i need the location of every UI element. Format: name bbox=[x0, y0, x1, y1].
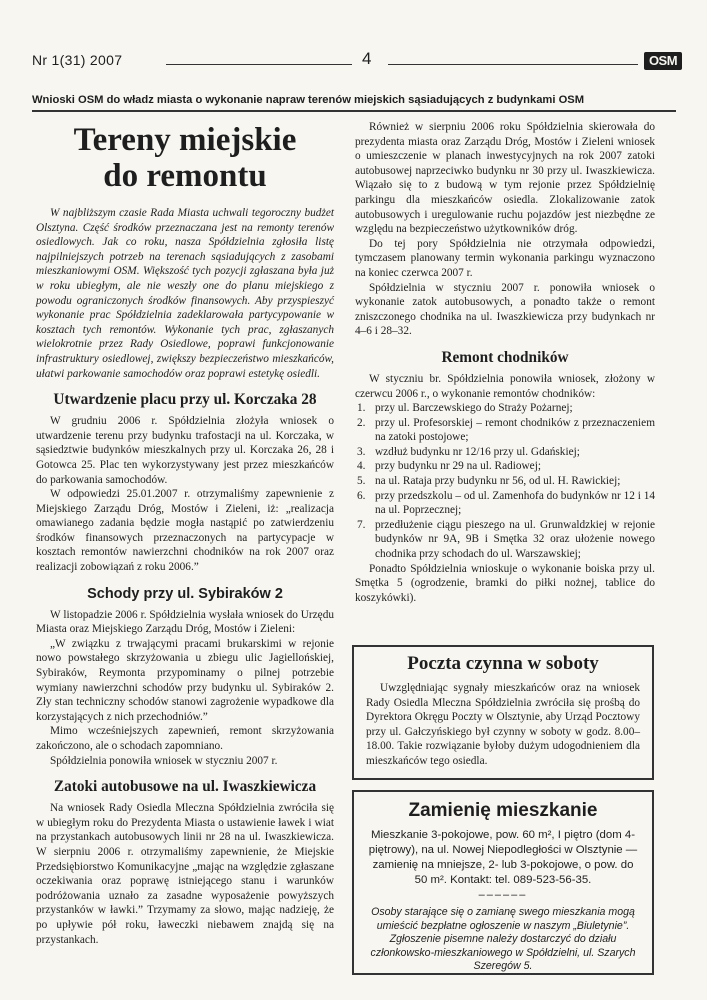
section-sybirakow-title: Schody przy ul. Sybiraków 2 bbox=[87, 585, 283, 602]
post-office-title: Poczta czynna w soboty bbox=[407, 653, 599, 674]
apartment-exchange-title: Zamienię mieszkanie bbox=[408, 800, 598, 821]
list-item-number: 4. bbox=[357, 460, 366, 473]
list-item-number: 5. bbox=[357, 475, 366, 488]
article-kicker: Wnioski OSM do władz miasta o wykonanie napraw terenów miejskich sąsiadujących z budynkami OSM bbox=[32, 94, 585, 106]
section-chodniki-outro: Ponadto Spółdzielnia wnioskuje o wykonanie boiska przy ul. Smętka 5 (ogrodzenie, bramki do piłki nożnej, tablice do koszykówki). bbox=[355, 562, 655, 604]
section-korczaka-paragraph: W grudniu 2006 r. Spółdzielnia złożyła wniosek o utwardzenie terenu przy budynku trafostacji na ul. Korczaka, w sąsiedztwie budynków mieszkalnych przy ul. Korczaka 26, 28 i Gotowca 25. Plac ten wykorzystywany jest przez mieszkańców do parkowania samochodów. bbox=[36, 415, 334, 486]
list-item bbox=[355, 489, 655, 518]
list-item bbox=[355, 416, 655, 445]
list-item-number: 2. bbox=[357, 416, 366, 429]
right-intro-paragraph: Do tej pory Spółdzielnia nie otrzymała odpowiedzi, tymczasem planowany termin wykonania parkingu wyznaczono na koniec czerwca 2007 r. bbox=[355, 237, 655, 279]
list-item-text: wzdłuż budynku nr 12/16 przy ul. Gdańskiej; bbox=[375, 445, 580, 458]
post-office-text: Uwzględniając sygnały mieszkańców oraz na wniosek Rady Osiedla Mleczna Spółdzielnia zwróciła się prośbą do Dyrektora Okręgu Poczty w Olsztynie, aby Urząd Pocztowy przy ul. Gałczyńskiego był czynny w soboty w godz. 8.00–18.00. Takie rozwiązanie byłoby dużym udogodnieniem dla mieszkańców tego osiedla. bbox=[366, 682, 640, 767]
list-item-number: 1. bbox=[357, 402, 366, 415]
section-korczaka-title: Utwardzenie placu przy ul. Korczaka 28 bbox=[53, 391, 317, 409]
page-header bbox=[32, 50, 680, 72]
right-column bbox=[355, 120, 655, 605]
list-item-number: 7. bbox=[357, 518, 366, 531]
list-item-number: 3. bbox=[357, 445, 366, 458]
section-sybirakow-paragraph: W listopadzie 2006 r. Spółdzielnia wysłała wniosek do Urzędu Miasta oraz Miejskiego Zarządu Dróg, Mostów i Zieleni: bbox=[36, 608, 334, 636]
header-rule-right bbox=[388, 64, 638, 65]
article-lead: W najbliższym czasie Rada Miasta uchwali tegoroczny budżet Olsztyna. Część środków przeznaczana jest na remonty terenów osiedlowych. Jak co roku, nasza Spółdzielnia zgłosiła listę najpilniejszych potrzeb na terenach sąsiadujących z zasobami mieszkaniowymi OSM. Większość tych pozycji zgłaszana była już w roku ubiegłym, ale nie weszły one do planu miejskiego z powodu ograniczonych środków finansowych. Aby przyspieszyć wykonanie prac Spółdzielnia zadeklarowała partycypowanie w kosztach tych remontów. Wykonanie tych prac, zgłaszanych wielokrotnie przez Rady Osiedlowe, poprawi funkcjonowanie infrastruktury osiedlowej, zwiększy bezpieczeństwo mieszkańców, ułatwi parkowanie samochodów oraz poprawi estetykę osiedli. bbox=[36, 207, 334, 380]
list-item bbox=[355, 401, 655, 416]
osm-logo: OSM bbox=[644, 52, 682, 70]
list-item bbox=[355, 518, 655, 562]
left-column bbox=[30, 120, 340, 947]
post-office-box bbox=[352, 645, 654, 780]
sidewalk-repair-list bbox=[355, 401, 655, 562]
section-korczaka-paragraph: W odpowiedzi 25.01.2007 r. otrzymaliśmy zapewnienie z Miejskiego Zarządu Dróg, Mostów i Zieleni, iż: „realizacja omawianego zadania będzie mogła nastąpić po zatwierdzeniu środków finansowych przeznaczonych na partycypacje w kosztach remontów nawierzchni chodników na rok 2007 oraz realizacji zobowiązań z roku 2006.” bbox=[36, 488, 334, 574]
article-title bbox=[30, 122, 340, 194]
list-item-number: 6. bbox=[357, 489, 366, 502]
list-item bbox=[355, 459, 655, 474]
section-chodniki-title: Remont chodników bbox=[441, 348, 569, 366]
list-item-text: przy budynku nr 29 na ul. Radiowej; bbox=[375, 460, 541, 473]
section-sybirakow-paragraph: Mimo wcześniejszych zapewnień, remont skrzyżowania zakończono, ale o schodach zapomniano. bbox=[36, 725, 334, 752]
list-item bbox=[355, 474, 655, 489]
apartment-exchange-ad: Mieszkanie 3-pokojowe, pow. 60 m², I piętro (dom 4-piętrowy), na ul. Nowej Niepodległości w Olsztynie — zamienię na mniejsze, 2- lub 3-pokojowe, o pow. do 50 m². Kontakt: tel. 089-523-56-35. bbox=[368, 829, 638, 886]
section-zatoki-paragraph: Na wniosek Rady Osiedla Mleczna Spółdzielnia zwróciła się w ubiegłym roku do Prezydenta Miasta o ustawienie ławek i wiat na przystankach autobusowych linii nr 28 na ul. Iwaszkiewicza. W sierpniu 2006 r. otrzymaliśmy zapewnienie, że Miejskie Przedsiębiorstwo Komunikacyjne „mając na względzie zgłaszane oczekiwania oraz poprawę istniejącego stanu i warunków podróżowania uznało za zasadne wyposażenie powyższych przystanków w ławki.” Trzymamy za słowo, mając nadzieję, że po upływie pół roku, ławeczki niebawem znajdą się na przystankach. bbox=[36, 802, 334, 946]
article-title-line1: Tereny miejskie bbox=[73, 122, 297, 158]
right-intro-paragraph: Spółdzielnia w styczniu 2007 r. ponowiła wniosek o wykonanie zatok autobusowych, a ponadto także o remont zniszczonego chodnika na ul. Iwaszkiewicza przy budynkach nr 4–6 i 28–32. bbox=[355, 281, 655, 338]
kicker-divider bbox=[32, 110, 676, 112]
list-item-text: przy ul. Barczewskiego do Straży Pożarnej; bbox=[375, 402, 573, 415]
ad-separator: –––––– bbox=[478, 889, 528, 901]
apartment-exchange-box bbox=[352, 790, 654, 975]
header-rule-left bbox=[166, 64, 352, 65]
issue-number: Nr 1(31) 2007 bbox=[32, 52, 123, 68]
list-item-text: przedłużenie ciągu pieszego na ul. Grunwaldzkiej w rejonie budynków nr 9A, 9B i Smętka 32 oraz ułożenie nowego chodnika przy schodach do ul. Warszawskiej; bbox=[375, 518, 655, 561]
section-zatoki-title: Zatoki autobusowe na ul. Iwaszkiewicza bbox=[53, 778, 317, 796]
list-item-text: na ul. Rataja przy budynku nr 56, od ul. H. Rawickiej; bbox=[375, 475, 621, 488]
apartment-exchange-note: Osoby starające się o zamianę swego mieszkania mogą umieścić bezpłatne ogłoszenie w naszym „Biuletynie”. Zgłoszenie pisemne należy dostarczyć do działu członkowsko-mieszkaniowego w Spółdzielni, ul. Szarych Szeregów 5. bbox=[370, 906, 636, 973]
list-item bbox=[355, 445, 655, 460]
page-number: 4 bbox=[362, 49, 372, 68]
article-title-line2: do remontu bbox=[103, 158, 267, 194]
section-sybirakow-paragraph: „W związku z trwającymi pracami brukarskimi w rejonie nowo powstałego skrzyżowania u zbiegu ulic Jagiellońskiej, Sybiraków, Reymonta przypominamy o pilnej potrzebie wymiany nawierzchni schodów przy budynku ul. Sybiraków 2. Zły stan techniczny schodów stanowi zagrożenie wypadkowe dla korzystających z nich przechodniów.” bbox=[36, 637, 334, 723]
list-item-text: przy przedszkolu – od ul. Zamenhofa do budynków nr 12 i 14 na ul. Poprzecznej; bbox=[375, 489, 655, 517]
section-sybirakow-paragraph: Spółdzielnia ponowiła wniosek w styczniu 2007 r. bbox=[50, 754, 278, 767]
right-intro-paragraph: Również w sierpniu 2006 roku Spółdzielnia skierowała do prezydenta miasta oraz Zarządu Dróg, Mostów i Zieleni wniosek o umieszczenie w planach inwestycyjnych na rok 2007 zatoki autobusowej naprzeciwko budynku nr 30 przy ul. Iwaszkiewicza. Wiązało się to z budową w tym rejonie przez Spółdzielnię parkingu dla mieszkańców osiedla. Zlokalizowanie zatok autobusowych i uregulowanie ruchu pojazdów jest niezbędne ze względu na bezpieczeństwo użytkowników dróg. bbox=[355, 121, 655, 236]
list-item-text: przy ul. Profesorskiej – remont chodników z przeznaczeniem na zatoki postojowe; bbox=[375, 416, 655, 444]
section-chodniki-intro: W styczniu br. Spółdzielnia ponowiła wniosek, złożony w czerwcu 2006 r., o wykonanie remontów chodników: bbox=[355, 372, 655, 400]
